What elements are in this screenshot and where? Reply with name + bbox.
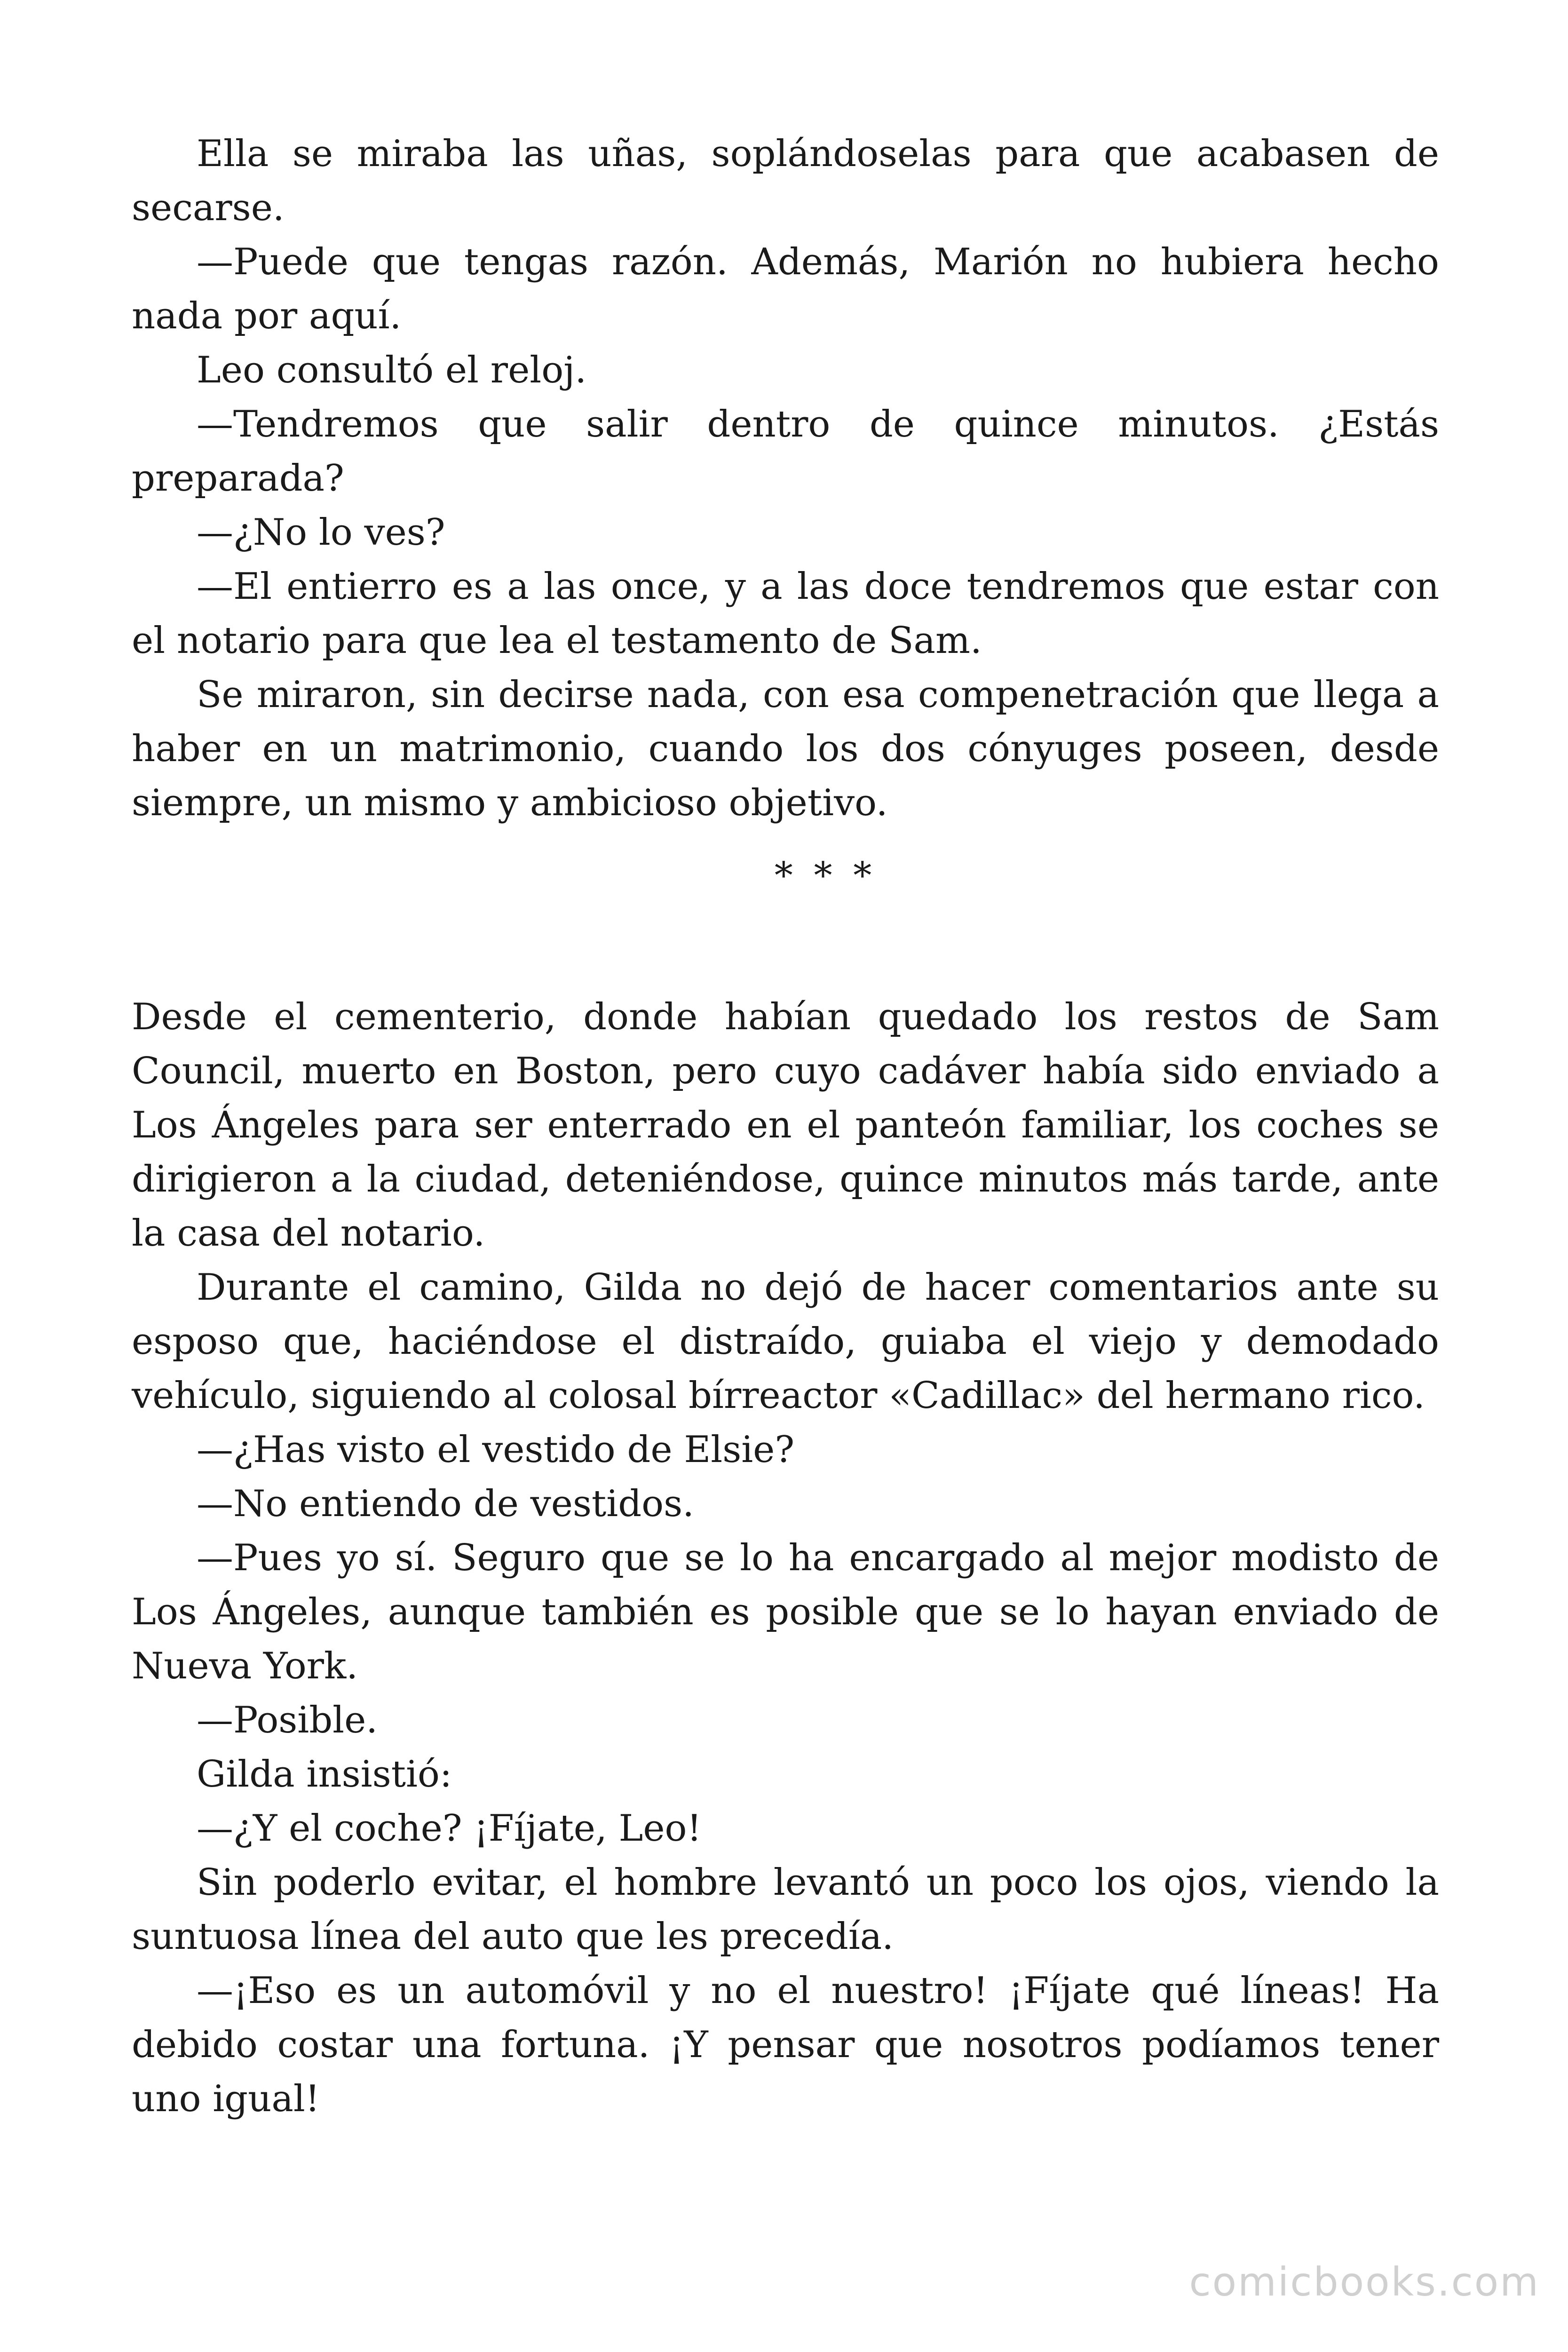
paragraph: —Puede que tengas razón. Además, Marión no hubiera hecho nada por aquí. [132,241,1439,337]
paragraph: Desde el cementerio, donde habían quedado los restos de Sam Council, muerto en Boston, pero cuyo cadáver había sido enviado a Los Ángeles para ser enterrado en el panteón familiar, los coches se dirigieron a la ciudad, deteniéndose, quince minutos más tarde, ante la casa del notario. [132,996,1439,1255]
paragraph: Leo consultó el reloj. [197,349,587,391]
paragraph: Sin poderlo evitar, el hombre levantó un poco los ojos, viendo la suntuosa línea del auto que les precedía. [132,1861,1439,1958]
paragraph: —Pues yo sí. Seguro que se lo ha encargado al mejor modisto de Los Ángeles, aunque también es posible que se lo hayan enviado de Nueva York. [132,1537,1439,1687]
watermark: comicbooks.com [1189,2259,1540,2305]
paragraph: —¡Eso es un automóvil y no el nuestro! ¡Fíjate qué líneas! Ha debido costar una fortuna. ¡Y pensar que nosotros podíamos tener uno igual! [132,1970,1439,2120]
section-separator: * * * [774,855,877,897]
paragraph: Gilda insistió: [197,1753,452,1796]
section-before-break [132,127,1439,830]
paragraph: —No entiendo de vestidos. [197,1483,694,1525]
paragraph: —Posible. [197,1699,378,1741]
paragraph: —¿No lo ves? [197,511,445,554]
paragraph: —¿Has visto el vestido de Elsie? [197,1429,795,1471]
paragraph: —El entierro es a las once, y a las doce tendremos que estar con el notario para que lea el testamento de Sam. [132,565,1439,662]
book-page [132,127,1439,2126]
section-after-break [132,990,1439,2126]
paragraph: Ella se miraba las uñas, soplándoselas para que acabasen de secarse. [132,133,1439,229]
paragraph: —¿Y el coche? ¡Fíjate, Leo! [197,1807,702,1850]
paragraph: —Tendremos que salir dentro de quince minutos. ¿Estás preparada? [132,403,1439,500]
paragraph: Se miraron, sin decirse nada, con esa compenetración que llega a haber en un matrimonio, cuando los dos cónyuges poseen, desde siempre, un mismo y ambicioso objetivo. [132,674,1439,824]
paragraph: Durante el camino, Gilda no dejó de hacer comentarios ante su esposo que, haciéndose el distraído, guiaba el viejo y demodado vehículo, siguiendo al colosal bírreactor «Cadillac» del hermano rico. [132,1266,1439,1417]
